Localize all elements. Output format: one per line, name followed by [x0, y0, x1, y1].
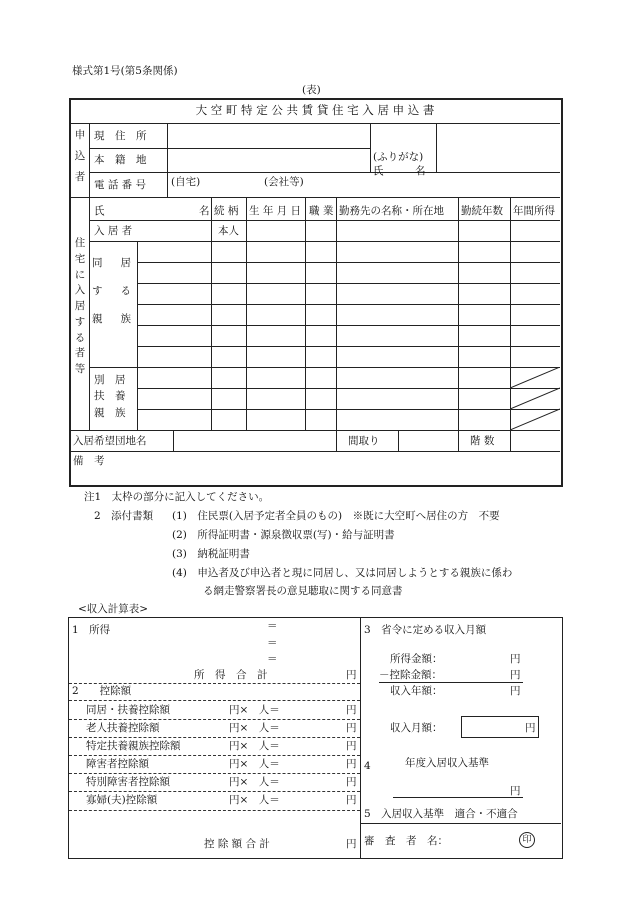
income-slash-marks — [510, 367, 560, 430]
desired-complex-label: 入居希望団地名 — [73, 435, 147, 447]
deduction-name-1: 同居・扶養控除額 — [86, 704, 170, 716]
calc-heading: <収入計算表> — [78, 603, 149, 615]
deduction-yen-5: 円 — [346, 776, 357, 788]
note-item-4: (4) 申込者及び申込者と現に同居し、又は同居しようとする親族に係わ — [172, 567, 513, 579]
deduction-name-5: 特別障害者控除額 — [86, 776, 170, 788]
income-label: 1 所得 — [72, 624, 111, 636]
floors-label: 階 数 — [470, 435, 495, 447]
phone-field[interactable] — [168, 173, 559, 196]
deduction-name-6: 寡婦(夫)控除額 — [86, 794, 158, 806]
col-relation: 続 柄 — [214, 205, 239, 217]
separate-label: 別 居 扶 養 親 族 — [94, 374, 126, 419]
income-total-label: 所 得 合 計 — [194, 669, 268, 681]
layout-field[interactable] — [399, 432, 457, 450]
domicile-field[interactable] — [168, 149, 369, 171]
cohabit-label: 同 居 す る 親 族 — [92, 257, 131, 325]
form-title: 大 空 町 特 定 公 共 賃 貸 住 宅 入 居 申 込 書 — [195, 103, 435, 117]
residents-side-label: 住 宅 に 入 居 す る 者 等 — [74, 237, 86, 375]
deduction-unit-2: 円× 人＝ — [229, 722, 280, 734]
resident-relation: 本人 — [218, 225, 239, 237]
deduction-unit-4: 円× 人＝ — [229, 758, 280, 770]
form-id: 様式第1号(第5条関係) — [72, 65, 178, 77]
phone-label: 電 話 番 号 — [94, 179, 147, 191]
resident-row-label: 入 居 者 — [94, 225, 133, 237]
name-label: 氏 名 — [373, 165, 426, 177]
note-item-3: (3) 納税証明書 — [172, 548, 250, 560]
remarks-field[interactable] — [71, 452, 559, 482]
monthly-head: 3 省令に定める収入月額 — [364, 624, 487, 636]
front-mark: (表) — [302, 84, 321, 96]
address-label: 現 住 所 — [94, 130, 147, 142]
deduction-name-3: 特定扶養親族控除額 — [86, 740, 181, 752]
income-eq-2: ＝ — [267, 637, 278, 649]
col-birthdate: 生 年 月 日 — [249, 205, 302, 217]
note-item-1: (1) 住民票(入居予定者全員のもの) ※既に大空町へ居住の方 不要 — [172, 510, 500, 522]
income-total-yen: 円 — [346, 669, 357, 681]
remarks-label: 備 考 — [73, 455, 105, 467]
col-name-1: 氏 — [94, 205, 105, 217]
deduction-name-2: 老人扶養控除額 — [86, 722, 160, 734]
note-2-head: 2 添付書類 — [94, 510, 154, 522]
deduction-unit-1: 円× 人＝ — [229, 704, 280, 716]
applicant-side-label: 申 込 者 — [74, 129, 86, 183]
deduction-unit-3: 円× 人＝ — [229, 740, 280, 752]
layout-label: 間取り — [348, 435, 380, 447]
deduction-total-yen: 円 — [346, 838, 357, 850]
fiscal-standard-label: 年度入居収入基準 — [405, 757, 489, 769]
monthly-income-label: 収入月額： — [390, 722, 443, 734]
deduction-total-label: 控 除 額 合 計 — [204, 838, 270, 850]
deduction-yen-2: 円 — [346, 722, 357, 734]
note-1: 注1 太枠の部分に記入してください。 — [84, 491, 270, 503]
applicant-name-field[interactable] — [437, 125, 558, 171]
phone-work-label: (会社等) — [264, 176, 304, 188]
minus-deduction-label: －控除金額： — [379, 669, 442, 681]
section5-label: 5 入居収入基準 適合・不適合 — [364, 808, 518, 820]
annual-income-label: 収入年額： — [390, 685, 443, 697]
deduction-yen-1: 円 — [346, 704, 357, 716]
fiscal-standard-yen: 円 — [510, 785, 521, 797]
furigana-label: (ふりがな) — [373, 151, 424, 163]
col-occupation: 職 業 — [309, 205, 334, 217]
col-workplace: 勤務先の名称・所在地 — [339, 205, 444, 217]
deduction-name-4: 障害者控除額 — [86, 758, 149, 770]
deduction-yen-6: 円 — [346, 794, 357, 806]
minus-deduction-yen: 円 — [510, 669, 521, 681]
phone-home-label: (自宅) — [171, 176, 201, 188]
note-item-2: (2) 所得証明書・源泉徴収票(写)・給与証明書 — [172, 529, 395, 541]
reviewer-label: 審 査 者 名： — [364, 835, 448, 847]
floors-field[interactable] — [511, 432, 559, 450]
annual-income-yen: 円 — [510, 685, 521, 697]
col-years: 勤続年数 — [461, 205, 503, 217]
income-amount-yen: 円 — [510, 653, 521, 665]
desired-complex-field[interactable] — [174, 432, 335, 450]
monthly-income-yen: 円 — [525, 722, 536, 734]
domicile-label: 本 籍 地 — [94, 154, 147, 166]
note-item-4-cont: る網走警察署長の意見聴取に関する同意書 — [203, 585, 403, 597]
income-amount-label: 所得金額： — [390, 653, 443, 665]
deduction-unit-5: 円× 人＝ — [229, 776, 280, 788]
income-eq-3: ＝ — [267, 653, 278, 665]
address-field[interactable] — [168, 125, 369, 147]
col-name-2: 名 — [199, 205, 210, 217]
col-income: 年間所得 — [513, 205, 555, 217]
deduction-unit-6: 円× 人＝ — [229, 794, 280, 806]
section4-num: 4 — [364, 760, 371, 772]
deduction-label: 2 控除額 — [72, 685, 132, 697]
deduction-yen-3: 円 — [346, 740, 357, 752]
deduction-yen-4: 円 — [346, 758, 357, 770]
seal-mark: 印 — [519, 832, 535, 848]
income-eq-1: ＝ — [267, 620, 278, 632]
